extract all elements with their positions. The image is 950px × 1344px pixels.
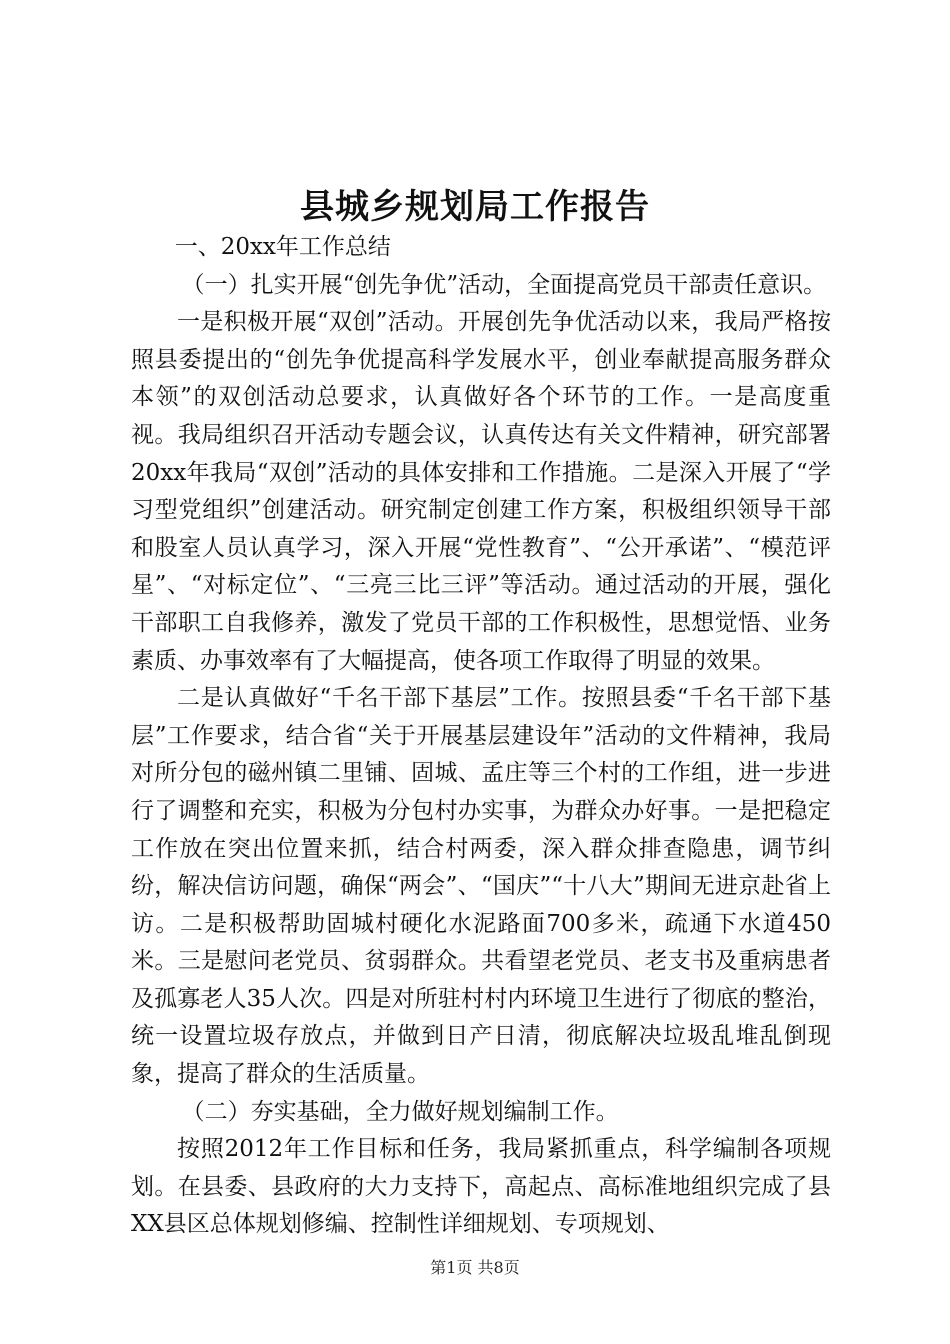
body-paragraph: 按照2012年工作目标和任务，我局紧抓重点，科学编制各项规划。在县委、县政府的大力支持下，高起点、高标准地组织完成了县XX县区总体规划修编、控制性详细规划、专项规划、 — [131, 1136, 831, 1238]
body-paragraph: 一是积极开展“双创”活动。开展创先争优活动以来，我局严格按照县委提出的“创先争优提高科学发展水平，创业奉献提高服务群众本领”的双创活动总要求，认真做好各个环节的工作。一是高度重视。我局组织召开活动专题会议，认真传达有关文件精神，研究部署20xx年我局“双创”活动的具体安排和工作措施。二是深入开展了“学习型党组织”创建活动。研究制定创建工作方案，积极组织领导干部和股室人员认真学习，深入开展“党性教育”、“公开承诺”、“模范评星”、“对标定位”、“三亮三比三评”等活动。通过活动的开展，强化干部职工自我修养，激发了党员干部的工作积极性，思想觉悟、业务素质、办事效率有了大幅提高，使各项工作取得了明显的效果。 — [131, 309, 831, 674]
subsection-heading-1: （一）扎实开展“创先争优”活动，全面提高党员干部责任意识。 — [181, 271, 827, 298]
section-heading-1: 一、20xx年工作总结 — [174, 234, 391, 260]
page-number-footer: 第1页 共8页 — [430, 1258, 520, 1277]
document-body — [131, 229, 831, 1244]
body-paragraph: 二是认真做好“千名干部下基层”工作。按照县委“千名干部下基层”工作要求，结合省“关于开展基层建设年”活动的文件精神，我局对所分包的磁州镇二里铺、固城、孟庄等三个村的工作组，进一步进行了调整和充实，积极为分包村办实事，为群众办好事。一是把稳定工作放在突出位置来抓，结合村两委，深入群众排查隐患，调节纠纷，解决信访问题，确保“两会”、“国庆”“十八大”期间无进京赴省上访。二是积极帮助固城村硬化水泥路面700多米，疏通下水道450米。三是慰问老党员、贫弱群众。共看望老党员、老支书及重病患者及孤寡老人35人次。四是对所驻村村内环境卫生进行了彻底的整治，统一设置垃圾存放点，并做到日产日清，彻底解决垃圾乱堆乱倒现象，提高了群众的生活质量。 — [131, 685, 831, 1088]
subsection-heading-2: （二）夯实基础，全力做好规划编制工作。 — [181, 1098, 619, 1125]
document-title: 县城乡规划局工作报告 — [300, 187, 650, 227]
